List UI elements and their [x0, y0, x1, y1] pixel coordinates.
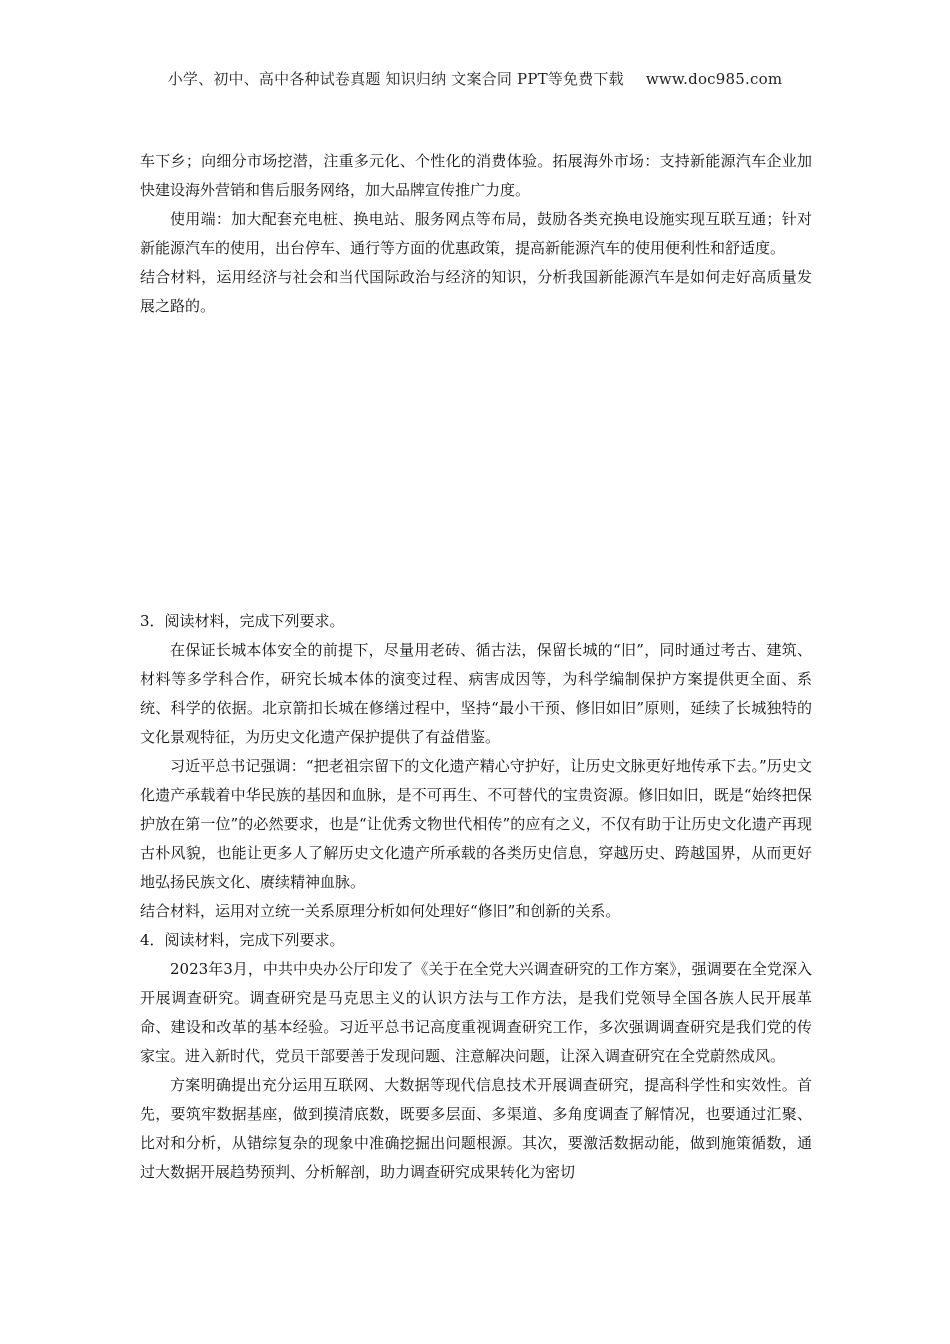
q3-paragraph-1: 在保证长城本体安全的前提下，尽量用老砖、循古法，保留长城的“旧”，同时通过考古、建筑、材料等多学科合作，研究长城本体的演变过程、病害成因等，为科学编制保护方案提供更全面、系统、科学的依据。北京箭扣长城在修缮过程中，坚持“最小干预、修旧如旧”原则，延续了长城独特的文化景观特征，为历史文化遗产保护提供了有益借鉴。 — [140, 641, 812, 746]
q3-title: 3．阅读材料，完成下列要求。 — [140, 612, 345, 630]
q4-paragraph-1: 2023年3月，中共中央办公厅印发了《关于在全党大兴调查研究的工作方案》，强调要在全党深入开展调查研究。调查研究是马克思主义的认识方法与工作方法，是我们党领导全国各族人民开展革命、建设和改革的基本经验。习近平总书记高度重视调查研究工作，多次强调调查研究是我们党的传家宝。进入新时代，党员干部要善于发现问题、注意解决问题，让深入调查研究在全党蔚然成风。 — [140, 960, 812, 1065]
q3-question: 结合材料，运用对立统一关系原理分析如何处理好“修旧”和创新的关系。 — [140, 902, 621, 920]
q3-paragraph-2: 习近平总书记强调：“把老祖宗留下的文化遗产精心守护好，让历史文脉更好地传承下去。”历史文化遗产承载着中华民族的基因和血脉，是不可再生、不可替代的宝贵资源。修旧如旧，既是“始终把保护放在第一位”的必然要求，也是“让优秀文物世代相传”的应有之义，不仅有助于让历史文化遗产再现古朴风貌，也能让更多人了解历史文化遗产所承载的各类历史信息，穿越历史、跨越国界，从而更好地弘扬民族文化、赓续精神血脉。 — [140, 757, 812, 891]
header-url: www.doc985.com — [645, 70, 783, 88]
bottom-section — [140, 607, 812, 1187]
top-paragraph-1: 车下乡；向细分市场挖潜，注重多元化、个性化的消费体验。拓展海外市场：支持新能源汽车企业加快建设海外营销和售后服务网络，加大品牌宣传推广力度。 — [140, 152, 812, 199]
top-paragraph-2: 使用端：加大配套充电桩、换电站、服务网点等布局，鼓励各类充换电设施实现互联互通；针对新能源汽车的使用，出台停车、通行等方面的优惠政策，提高新能源汽车的使用便利性和舒适度。 — [140, 210, 812, 257]
q4-title: 4．阅读材料，完成下列要求。 — [140, 931, 345, 949]
page-header — [0, 68, 950, 89]
q4-paragraph-2: 方案明确提出充分运用互联网、大数据等现代信息技术开展调查研究，提高科学性和实效性。首先，要筑牢数据基座，做到摸清底数，既要多层面、多渠道、多角度调查了解情况，也要通过汇聚、比对和分析，从错综复杂的现象中准确挖掘出问题根源。其次，要激活数据动能，做到施策循数，通过大数据开展趋势预判、分析解剖，助力调查研究成果转化为密切 — [140, 1076, 812, 1181]
top-section — [140, 147, 812, 321]
header-text: 小学、初中、高中各种试卷真题 知识归纳 文案合同 PPT等免费下载 — [167, 70, 624, 88]
top-question: 结合材料，运用经济与社会和当代国际政治与经济的知识，分析我国新能源汽车是如何走好高质量发展之路的。 — [140, 268, 812, 315]
